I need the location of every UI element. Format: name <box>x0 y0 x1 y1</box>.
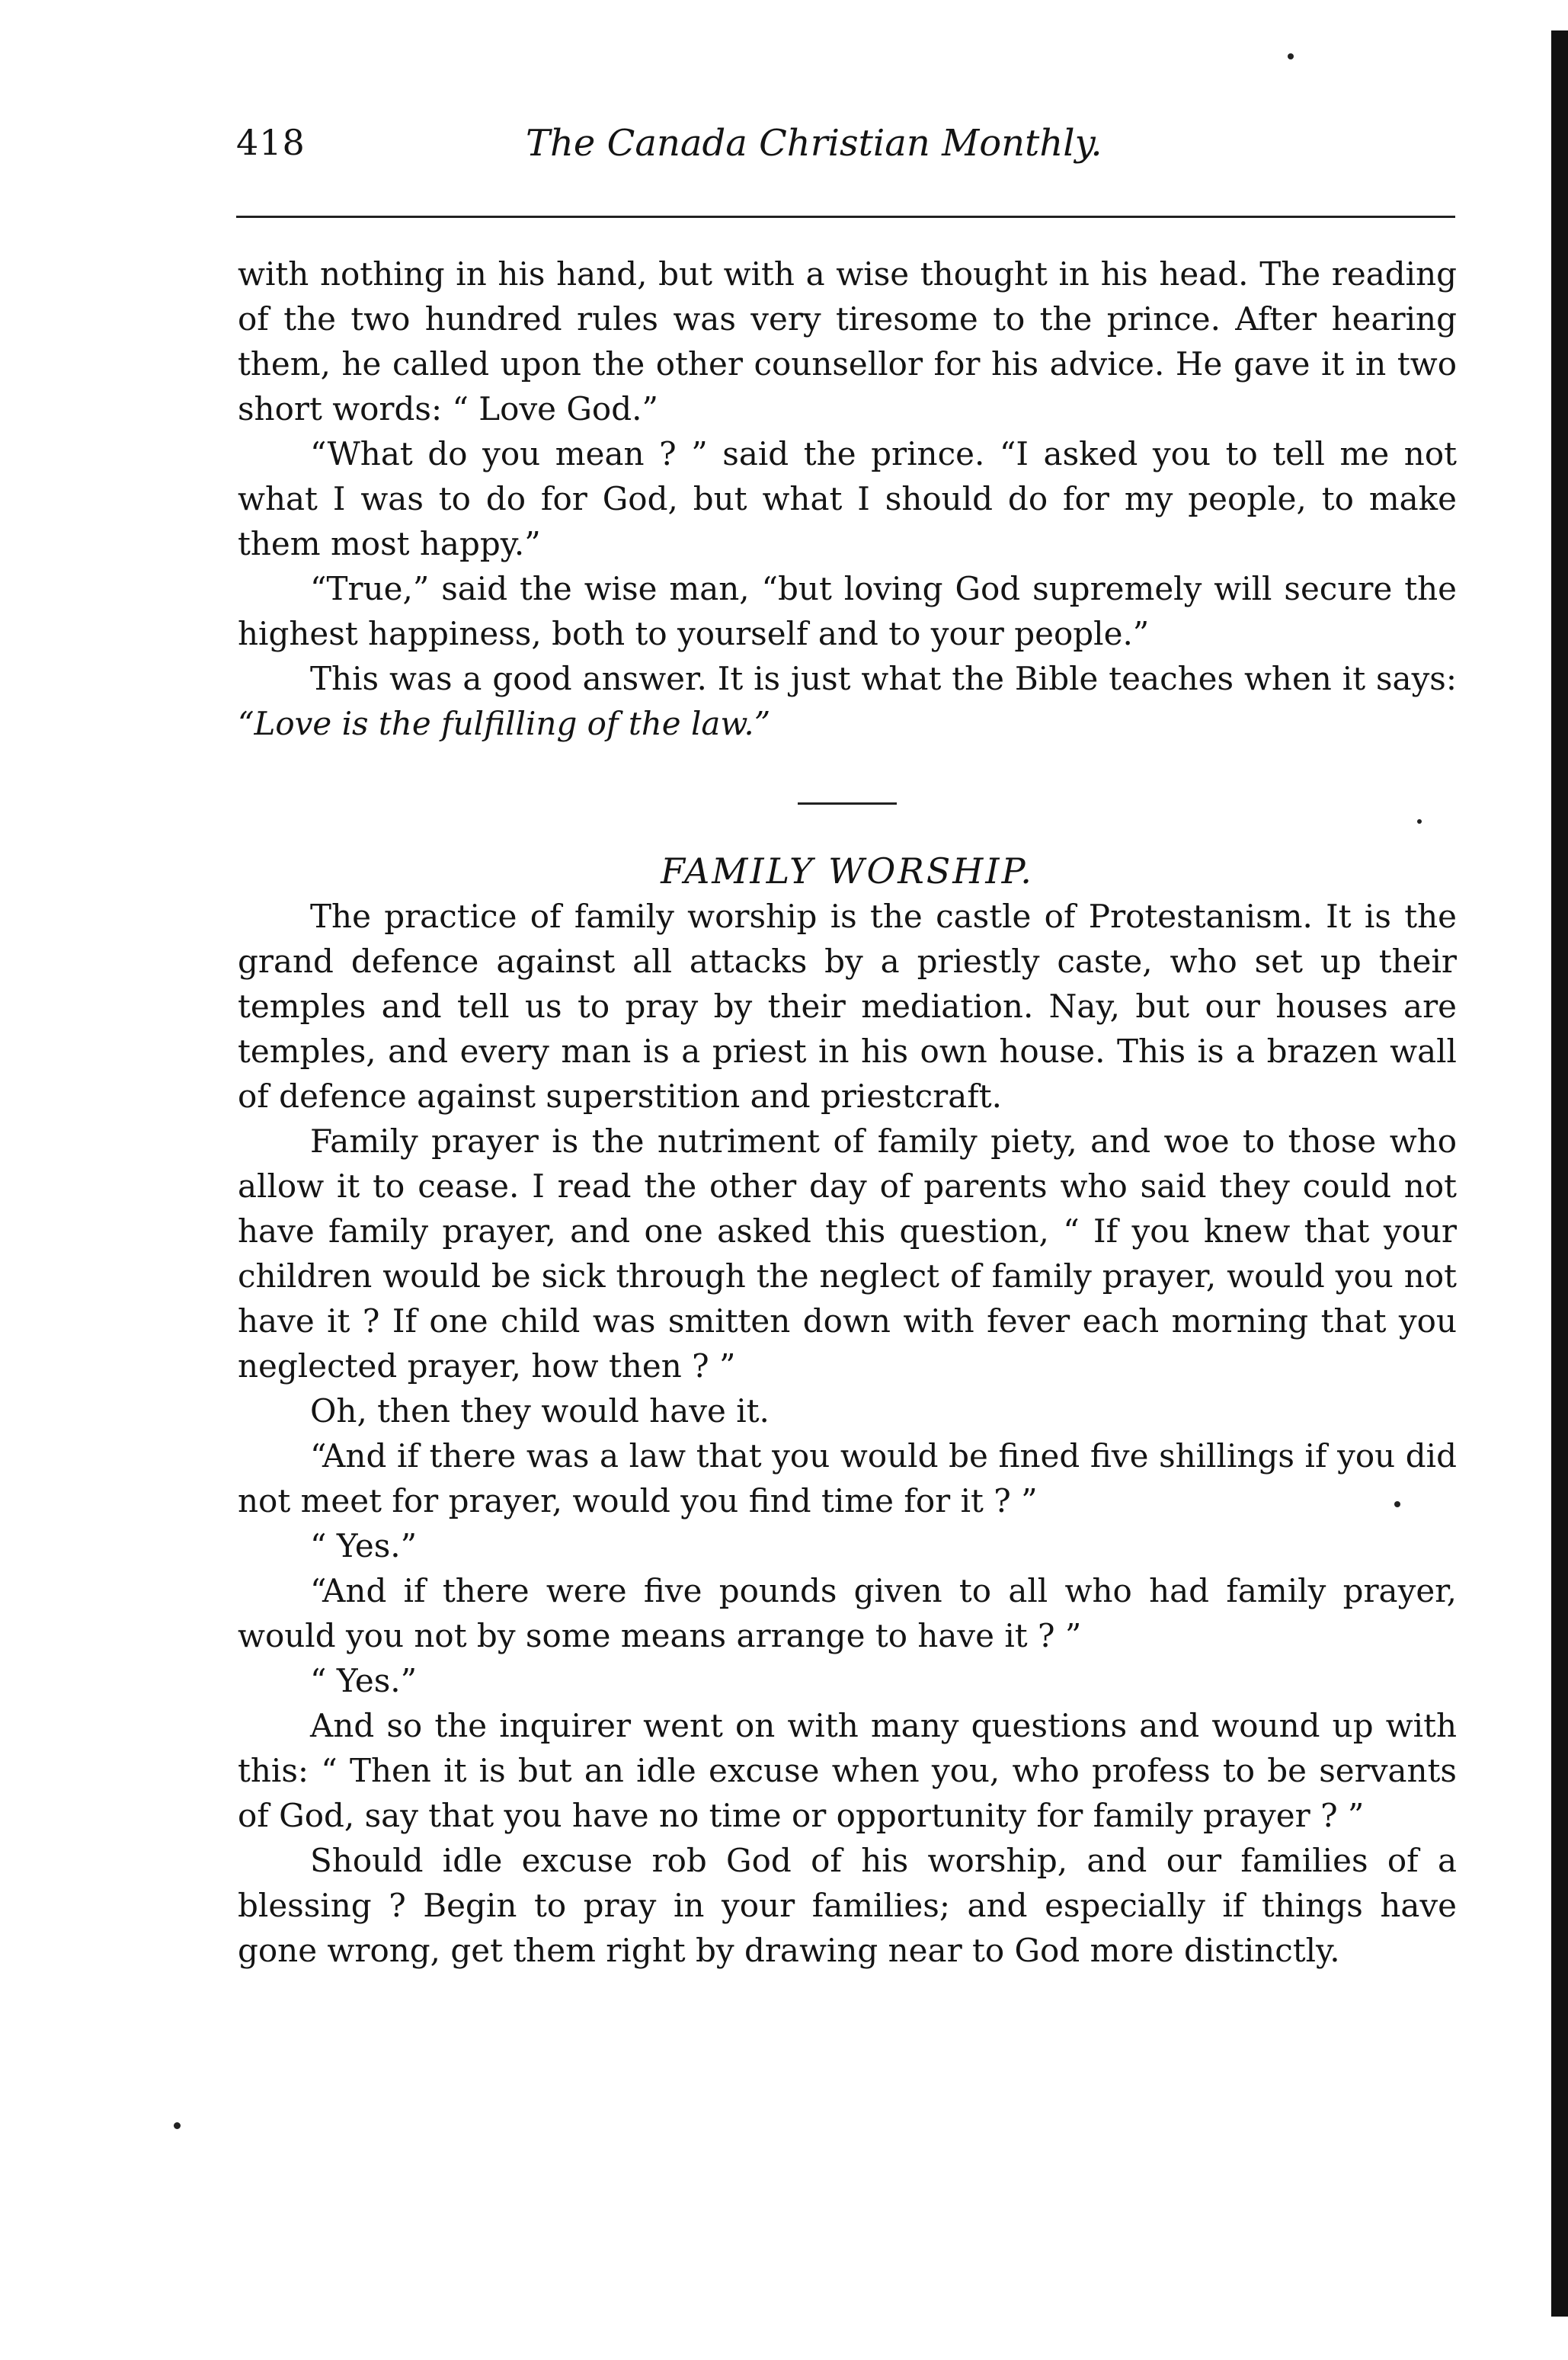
paragraph: “And if there was a law that you would be fined five shillings if you did not meet for prayer, would you find time for it ? ” <box>238 1437 1457 1519</box>
article-body <box>238 251 1457 1973</box>
paragraph: Should idle excuse rob God of his worship, and our families of a blessing ? Begin to pray in your families; and especially if things have gone wrong, get them right by drawing near to God more distinctly. <box>238 1842 1457 1969</box>
scan-speck <box>1394 1501 1400 1507</box>
scan-speck <box>174 2122 181 2129</box>
page-edge-shadow <box>1551 30 1568 2317</box>
paragraph: “ Yes.” <box>310 1662 418 1699</box>
paragraph-closing <box>238 656 1457 746</box>
paragraph: “True,” said the wise man, “but loving God supremely will secure the highest happiness, both to yourself and to your people.” <box>238 570 1457 652</box>
scan-speck <box>1417 819 1422 824</box>
running-title: The Canada Christian Monthly. <box>526 122 1102 165</box>
paragraph: Oh, then they would have it. <box>310 1392 770 1430</box>
closing-text: This was a good answer. It is just what the Bible teaches when it says: <box>310 660 1457 697</box>
paragraph: Family prayer is the nutriment of family piety, and woe to those who allow it to cease. I read the other day of parents who said they could not have family prayer, and one asked this question, “ If you knew that your children would be sick through the neglect of family prayer, would you not have it ? If one child was smitten down with fever each morning that you neglected prayer, how then ? ” <box>238 1122 1457 1385</box>
page-number: 418 <box>236 122 306 163</box>
section-title: FAMILY WORSHIP. <box>661 850 1034 892</box>
header-rule <box>236 216 1455 218</box>
paragraph: “ Yes.” <box>310 1527 418 1564</box>
scan-speck <box>1288 53 1294 59</box>
paragraph: The practice of family worship is the castle of Protestanism. It is the grand defence against all attacks by a priestly caste, who set up their temples and tell us to pray by their mediation. Nay, but our houses are temples, and every man is a priest in his own house. This is a brazen wall of defence against superstition and priestcraft. <box>238 898 1457 1115</box>
paragraph: And so the inquirer went on with many questions and wound up with this: “ Then it is but an idle excuse when you, who profess to be servants of God, say that you have no time or opportunity for family prayer ? ” <box>238 1707 1457 1834</box>
page-header <box>236 114 1455 183</box>
paragraph: “And if there were five pounds given to all who had family prayer, would you not by some means arrange to have it ? ” <box>238 1572 1457 1654</box>
paragraph: “What do you mean ? ” said the prince. “I asked you to tell me not what I was to do for God, but what I should do for my people, to make them most happy.” <box>238 435 1457 562</box>
scripture-quote: “Love is the fulfilling of the law.” <box>238 705 771 742</box>
paragraph-continuation: with nothing in his hand, but with a wise thought in his head. The reading of the two hundred rules was very tiresome to the prince. After hearing them, he called upon the other counsellor for his advice. He gave it in two short words: “ Love God.” <box>238 255 1457 427</box>
section-divider <box>798 802 897 805</box>
